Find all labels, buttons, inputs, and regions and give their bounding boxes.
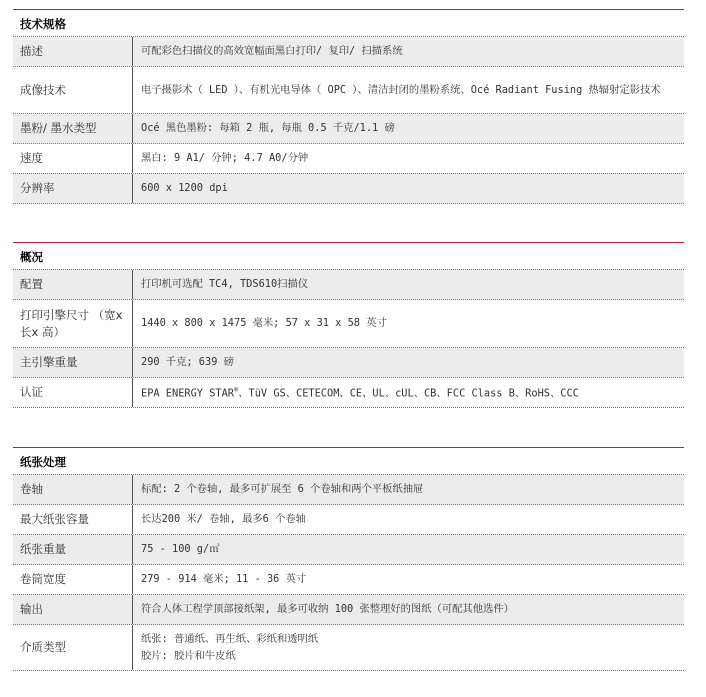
spec-value: 600 x 1200 dpi xyxy=(141,182,228,194)
section-title: 概况 xyxy=(13,242,684,270)
registered-mark: ® xyxy=(234,386,239,395)
spec-label: 墨粉/ 墨水类型 xyxy=(13,114,133,143)
section-paper-handling xyxy=(13,447,684,671)
spec-label: 速度 xyxy=(13,144,133,173)
spec-value: 1440 x 800 x 1475 毫米; 57 x 31 x 58 英寸 xyxy=(141,317,387,329)
spec-row xyxy=(13,475,684,505)
spec-row xyxy=(13,505,684,535)
spec-label: 分辨率 xyxy=(13,174,133,203)
spec-label: 描述 xyxy=(13,37,133,66)
spec-row xyxy=(13,37,684,67)
spec-label: 卷轴 xyxy=(13,475,133,504)
spec-value: 符合人体工程学顶部接纸架, 最多可收纳 100 张整理好的图纸（可配其他选件） xyxy=(141,603,514,615)
spec-row xyxy=(13,144,684,174)
spec-value: 黑白: 9 A1/ 分钟; 4.7 A0/分钟 xyxy=(141,152,309,164)
spec-value: Océ 黑色墨粉: 每箱 2 瓶, 每瓶 0.5 千克/1.1 磅 xyxy=(141,122,395,134)
section-title: 技术规格 xyxy=(13,9,684,37)
spec-row xyxy=(13,378,684,408)
spec-label: 主引擎重量 xyxy=(13,348,133,377)
spec-label: 认证 xyxy=(13,378,133,407)
spec-row xyxy=(13,67,684,114)
spec-value xyxy=(133,625,684,670)
spec-value: 279 - 914 毫米; 11 - 36 英寸 xyxy=(141,573,307,585)
spec-row xyxy=(13,535,684,565)
spec-row xyxy=(13,625,684,671)
section-overview xyxy=(13,242,684,408)
spec-label-line: （宽x 长x 高） xyxy=(20,307,123,339)
spec-value xyxy=(133,378,684,407)
spec-value: 打印机可选配 TC4, TDS610扫描仪 xyxy=(141,278,309,290)
spec-value: 290 千克; 639 磅 xyxy=(141,356,234,368)
spec-label: 成像技术 xyxy=(13,67,133,113)
spec-value: 电子摄影术（ LED ）、有机光电导体（ OPC ）、清洁封闭的墨粉系统、Océ Radiant Fusing 热辐射定影技术 xyxy=(141,83,661,96)
spec-value: 长达200 米/ 卷轴, 最多6 个卷轴 xyxy=(141,513,306,525)
spec-value: 标配: 2 个卷轴, 最多可扩展至 6 个卷轴和两个平板纸抽屉 xyxy=(141,483,424,495)
spec-label xyxy=(13,300,133,347)
spec-row xyxy=(13,174,684,204)
spec-row xyxy=(13,595,684,625)
cert-text: EPA ENERGY STAR xyxy=(141,387,234,400)
spec-row xyxy=(13,348,684,378)
cert-text-rest: 、TüV GS、CETECOM、CE、UL、cUL、CB、FCC Class B、RoHS、CCC xyxy=(238,387,579,400)
section-title: 纸张处理 xyxy=(13,447,684,475)
spec-row xyxy=(13,565,684,595)
spec-value: 75 - 100 g/㎡ xyxy=(141,543,220,555)
spec-value-line: 胶片: 胶片和牛皮纸 xyxy=(141,649,236,662)
spec-label: 介质类型 xyxy=(13,625,133,670)
section-tech-specs xyxy=(13,9,684,204)
spec-row xyxy=(13,300,684,348)
spec-row xyxy=(13,270,684,300)
spec-label: 卷筒宽度 xyxy=(13,565,133,594)
spec-label-line: 打印引擎尺寸 xyxy=(20,307,89,322)
spec-row xyxy=(13,114,684,144)
spec-value: 可配彩色扫描仪的高效宽幅面黑白打印/ 复印/ 扫描系统 xyxy=(141,45,403,57)
spec-label: 配置 xyxy=(13,270,133,299)
spec-label: 最大纸张容量 xyxy=(13,505,133,534)
spec-label: 纸张重量 xyxy=(13,535,133,564)
spec-label: 输出 xyxy=(13,595,133,624)
spec-value-line: 纸张: 普通纸、再生纸、彩纸和透明纸 xyxy=(141,632,319,645)
